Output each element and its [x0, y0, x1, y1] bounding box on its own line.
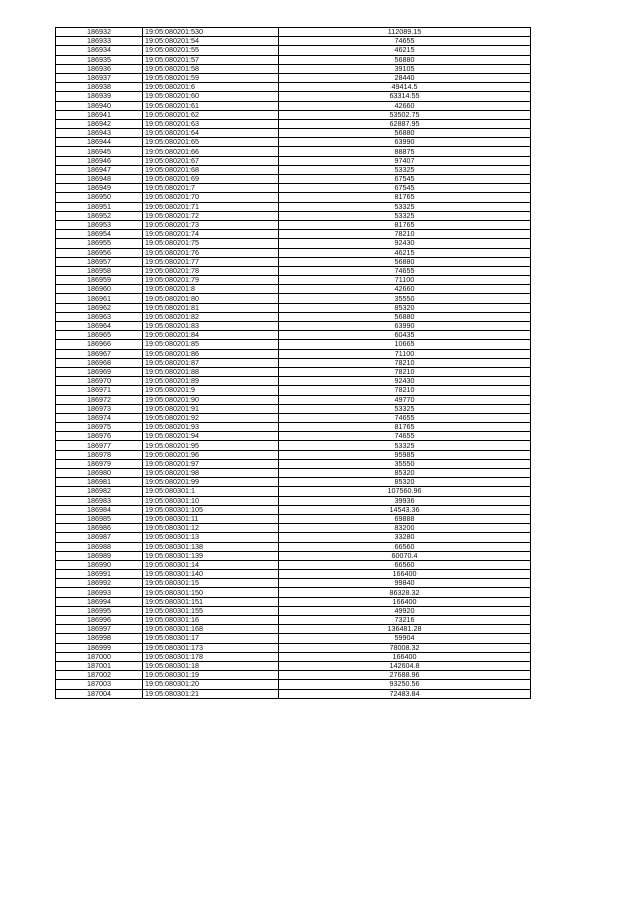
value-cell: 74655	[279, 266, 531, 275]
cadastral-number-cell: 19:05:080201:81	[143, 303, 279, 312]
row-id-cell: 186935	[56, 55, 143, 64]
row-id-cell: 186968	[56, 358, 143, 367]
row-id-cell: 186976	[56, 432, 143, 441]
value-cell: 63990	[279, 138, 531, 147]
row-id-cell: 186983	[56, 496, 143, 505]
cadastral-number-cell: 19:05:080301:138	[143, 542, 279, 551]
table-row	[56, 266, 531, 275]
cadastral-number-cell: 19:05:080201:70	[143, 193, 279, 202]
table-row	[56, 312, 531, 321]
cadastral-number-cell: 19:05:080201:96	[143, 450, 279, 459]
cadastral-number-cell: 19:05:080301:10	[143, 496, 279, 505]
value-cell: 66560	[279, 560, 531, 569]
cadastral-number-cell: 19:05:080301:178	[143, 652, 279, 661]
row-id-cell: 186936	[56, 64, 143, 73]
value-cell: 95985	[279, 450, 531, 459]
value-cell: 71100	[279, 276, 531, 285]
value-cell: 42660	[279, 285, 531, 294]
table-row	[56, 340, 531, 349]
table-row	[56, 119, 531, 128]
cadastral-number-cell: 19:05:080201:72	[143, 211, 279, 220]
row-id-cell: 186959	[56, 276, 143, 285]
value-cell: 56880	[279, 129, 531, 138]
row-id-cell: 186945	[56, 147, 143, 156]
table-row	[56, 303, 531, 312]
row-id-cell: 186946	[56, 156, 143, 165]
table-body	[56, 28, 531, 699]
cadastral-number-cell: 19:05:080301:150	[143, 588, 279, 597]
table-row	[56, 469, 531, 478]
table-row	[56, 404, 531, 413]
cadastral-number-cell: 19:05:080301:20	[143, 680, 279, 689]
cadastral-number-cell: 19:05:080201:530	[143, 28, 279, 37]
table-row	[56, 257, 531, 266]
value-cell: 56880	[279, 312, 531, 321]
row-id-cell: 187000	[56, 652, 143, 661]
value-cell: 78008.32	[279, 643, 531, 652]
cadastral-number-cell: 19:05:080201:78	[143, 266, 279, 275]
row-id-cell: 186989	[56, 551, 143, 560]
value-cell: 62887.95	[279, 119, 531, 128]
value-cell: 66560	[279, 542, 531, 551]
table-row	[56, 193, 531, 202]
cadastral-number-cell: 19:05:080201:8	[143, 285, 279, 294]
cadastral-number-cell: 19:05:080201:80	[143, 294, 279, 303]
table-row	[56, 322, 531, 331]
row-id-cell: 186975	[56, 423, 143, 432]
table-row	[56, 625, 531, 634]
table-row	[56, 377, 531, 386]
row-id-cell: 186990	[56, 560, 143, 569]
cadastral-number-cell: 19:05:080201:76	[143, 248, 279, 257]
value-cell: 93250.56	[279, 680, 531, 689]
row-id-cell: 186939	[56, 92, 143, 101]
cadastral-number-cell: 19:05:080201:93	[143, 423, 279, 432]
row-id-cell: 186981	[56, 478, 143, 487]
table-row	[56, 129, 531, 138]
table-row	[56, 331, 531, 340]
table-row	[56, 542, 531, 551]
row-id-cell: 186940	[56, 101, 143, 110]
cadastral-number-cell: 19:05:080301:21	[143, 689, 279, 698]
value-cell: 53502.75	[279, 110, 531, 119]
value-cell: 69888	[279, 514, 531, 523]
table-row	[56, 83, 531, 92]
table-row	[56, 230, 531, 239]
value-cell: 112089.15	[279, 28, 531, 37]
table-row	[56, 432, 531, 441]
row-id-cell: 186964	[56, 322, 143, 331]
row-id-cell: 187004	[56, 689, 143, 698]
cadastral-number-cell: 19:05:080201:98	[143, 469, 279, 478]
table-row	[56, 496, 531, 505]
table-row	[56, 156, 531, 165]
value-cell: 85320	[279, 478, 531, 487]
table-row	[56, 37, 531, 46]
value-cell: 53325	[279, 211, 531, 220]
value-cell: 166400	[279, 652, 531, 661]
value-cell: 63314.55	[279, 92, 531, 101]
value-cell: 97407	[279, 156, 531, 165]
cadastral-number-cell: 19:05:080201:66	[143, 147, 279, 156]
table-row	[56, 413, 531, 422]
table-row	[56, 349, 531, 358]
table-row	[56, 138, 531, 147]
row-id-cell: 186971	[56, 386, 143, 395]
row-id-cell: 186967	[56, 349, 143, 358]
row-id-cell: 186979	[56, 459, 143, 468]
row-id-cell: 186948	[56, 175, 143, 184]
cadastral-number-cell: 19:05:080201:67	[143, 156, 279, 165]
cadastral-number-cell: 19:05:080201:97	[143, 459, 279, 468]
cadastral-number-cell: 19:05:080201:82	[143, 312, 279, 321]
row-id-cell: 186992	[56, 579, 143, 588]
cadastral-number-cell: 19:05:080201:62	[143, 110, 279, 119]
cadastral-number-cell: 19:05:080201:85	[143, 340, 279, 349]
value-cell: 63990	[279, 322, 531, 331]
table-row	[56, 524, 531, 533]
cadastral-number-cell: 19:05:080301:12	[143, 524, 279, 533]
cadastral-number-cell: 19:05:080301:18	[143, 661, 279, 670]
cadastral-number-cell: 19:05:080201:69	[143, 175, 279, 184]
table-row	[56, 671, 531, 680]
table-row	[56, 441, 531, 450]
value-cell: 78210	[279, 358, 531, 367]
cadastral-number-cell: 19:05:080301:168	[143, 625, 279, 634]
value-cell: 56880	[279, 257, 531, 266]
row-id-cell: 186952	[56, 211, 143, 220]
value-cell: 85320	[279, 469, 531, 478]
value-cell: 14543.36	[279, 505, 531, 514]
value-cell: 33280	[279, 533, 531, 542]
value-cell: 81765	[279, 193, 531, 202]
cadastral-number-cell: 19:05:080301:173	[143, 643, 279, 652]
cadastral-number-cell: 19:05:080201:74	[143, 230, 279, 239]
row-id-cell: 186995	[56, 606, 143, 615]
row-id-cell: 186966	[56, 340, 143, 349]
row-id-cell: 186951	[56, 202, 143, 211]
table-row	[56, 570, 531, 579]
value-cell: 42660	[279, 101, 531, 110]
row-id-cell: 186993	[56, 588, 143, 597]
cadastral-number-cell: 19:05:080201:75	[143, 239, 279, 248]
table-row	[56, 680, 531, 689]
row-id-cell: 186933	[56, 37, 143, 46]
table-row	[56, 55, 531, 64]
value-cell: 53325	[279, 441, 531, 450]
value-cell: 28440	[279, 73, 531, 82]
table-row	[56, 505, 531, 514]
table-row	[56, 64, 531, 73]
row-id-cell: 186997	[56, 625, 143, 634]
value-cell: 107560.96	[279, 487, 531, 496]
table-row	[56, 101, 531, 110]
table-row	[56, 184, 531, 193]
value-cell: 85320	[279, 303, 531, 312]
cadastral-number-cell: 19:05:080301:19	[143, 671, 279, 680]
value-cell: 81765	[279, 220, 531, 229]
table-row	[56, 634, 531, 643]
row-id-cell: 186998	[56, 634, 143, 643]
row-id-cell: 186977	[56, 441, 143, 450]
table-row	[56, 643, 531, 652]
cadastral-number-cell: 19:05:080201:65	[143, 138, 279, 147]
table-row	[56, 358, 531, 367]
cadastral-number-cell: 19:05:080201:57	[143, 55, 279, 64]
cadastral-number-cell: 19:05:080201:89	[143, 377, 279, 386]
row-id-cell: 187003	[56, 680, 143, 689]
value-cell: 60435	[279, 331, 531, 340]
row-id-cell: 186985	[56, 514, 143, 523]
value-cell: 35550	[279, 459, 531, 468]
table-row	[56, 239, 531, 248]
cadastral-number-cell: 19:05:080301:14	[143, 560, 279, 569]
row-id-cell: 186962	[56, 303, 143, 312]
row-id-cell: 186934	[56, 46, 143, 55]
cadastral-number-cell: 19:05:080201:60	[143, 92, 279, 101]
value-cell: 49770	[279, 395, 531, 404]
table-row	[56, 386, 531, 395]
table-row	[56, 533, 531, 542]
value-cell: 74655	[279, 432, 531, 441]
row-id-cell: 186974	[56, 413, 143, 422]
row-id-cell: 186978	[56, 450, 143, 459]
row-id-cell: 186957	[56, 257, 143, 266]
row-id-cell: 186984	[56, 505, 143, 514]
row-id-cell: 186963	[56, 312, 143, 321]
value-cell: 46215	[279, 248, 531, 257]
row-id-cell: 186958	[56, 266, 143, 275]
table-row	[56, 478, 531, 487]
table-row	[56, 285, 531, 294]
row-id-cell: 186996	[56, 616, 143, 625]
cadastral-number-cell: 19:05:080301:11	[143, 514, 279, 523]
data-table	[55, 27, 531, 699]
cadastral-number-cell: 19:05:080201:71	[143, 202, 279, 211]
value-cell: 59904	[279, 634, 531, 643]
value-cell: 81765	[279, 423, 531, 432]
row-id-cell: 186938	[56, 83, 143, 92]
value-cell: 35550	[279, 294, 531, 303]
cadastral-number-cell: 19:05:080301:139	[143, 551, 279, 560]
table-row	[56, 459, 531, 468]
cadastral-number-cell: 19:05:080201:9	[143, 386, 279, 395]
value-cell: 78210	[279, 386, 531, 395]
value-cell: 78210	[279, 367, 531, 376]
value-cell: 49920	[279, 606, 531, 615]
row-id-cell: 186994	[56, 597, 143, 606]
row-id-cell: 186941	[56, 110, 143, 119]
cadastral-number-cell: 19:05:080201:92	[143, 413, 279, 422]
value-cell: 142604.8	[279, 661, 531, 670]
row-id-cell: 186949	[56, 184, 143, 193]
cadastral-number-cell: 19:05:080301:105	[143, 505, 279, 514]
row-id-cell: 187002	[56, 671, 143, 680]
row-id-cell: 186980	[56, 469, 143, 478]
value-cell: 39105	[279, 64, 531, 73]
table-row	[56, 110, 531, 119]
cadastral-number-cell: 19:05:080201:88	[143, 367, 279, 376]
value-cell: 39936	[279, 496, 531, 505]
cadastral-number-cell: 19:05:080201:61	[143, 101, 279, 110]
value-cell: 71100	[279, 349, 531, 358]
value-cell: 99840	[279, 579, 531, 588]
table-row	[56, 487, 531, 496]
table-row	[56, 551, 531, 560]
value-cell: 60070.4	[279, 551, 531, 560]
value-cell: 83200	[279, 524, 531, 533]
cadastral-number-cell: 19:05:080201:95	[143, 441, 279, 450]
value-cell: 72483.84	[279, 689, 531, 698]
cadastral-number-cell: 19:05:080301:16	[143, 616, 279, 625]
cadastral-number-cell: 19:05:080201:7	[143, 184, 279, 193]
table-row	[56, 147, 531, 156]
table-row	[56, 220, 531, 229]
cadastral-number-cell: 19:05:080201:87	[143, 358, 279, 367]
cadastral-number-cell: 19:05:080201:90	[143, 395, 279, 404]
value-cell: 92430	[279, 239, 531, 248]
table-row	[56, 616, 531, 625]
table-row	[56, 294, 531, 303]
table-row	[56, 597, 531, 606]
cadastral-number-cell: 19:05:080201:58	[143, 64, 279, 73]
row-id-cell: 186988	[56, 542, 143, 551]
row-id-cell: 186987	[56, 533, 143, 542]
table-row	[56, 248, 531, 257]
table-row	[56, 606, 531, 615]
row-id-cell: 186937	[56, 73, 143, 82]
row-id-cell: 186982	[56, 487, 143, 496]
table-row	[56, 652, 531, 661]
cadastral-number-cell: 19:05:080301:151	[143, 597, 279, 606]
row-id-cell: 186953	[56, 220, 143, 229]
cadastral-number-cell: 19:05:080201:86	[143, 349, 279, 358]
row-id-cell: 186955	[56, 239, 143, 248]
row-id-cell: 186970	[56, 377, 143, 386]
table-row	[56, 46, 531, 55]
value-cell: 92430	[279, 377, 531, 386]
cadastral-number-cell: 19:05:080301:140	[143, 570, 279, 579]
cadastral-number-cell: 19:05:080201:59	[143, 73, 279, 82]
table-row	[56, 28, 531, 37]
cadastral-number-cell: 19:05:080201:79	[143, 276, 279, 285]
cadastral-number-cell: 19:05:080301:1	[143, 487, 279, 496]
cadastral-number-cell: 19:05:080201:55	[143, 46, 279, 55]
value-cell: 53325	[279, 165, 531, 174]
value-cell: 78210	[279, 230, 531, 239]
table-row	[56, 202, 531, 211]
table-row	[56, 689, 531, 698]
row-id-cell: 186942	[56, 119, 143, 128]
row-id-cell: 186954	[56, 230, 143, 239]
table-row	[56, 211, 531, 220]
table-row	[56, 395, 531, 404]
table-row	[56, 661, 531, 670]
cadastral-number-cell: 19:05:080201:83	[143, 322, 279, 331]
cadastral-number-cell: 19:05:080201:77	[143, 257, 279, 266]
table-row	[56, 514, 531, 523]
cadastral-number-cell: 19:05:080301:17	[143, 634, 279, 643]
row-id-cell: 186943	[56, 129, 143, 138]
table-row	[56, 588, 531, 597]
table-row	[56, 165, 531, 174]
cadastral-number-cell: 19:05:080201:94	[143, 432, 279, 441]
value-cell: 166400	[279, 597, 531, 606]
value-cell: 74655	[279, 413, 531, 422]
value-cell: 88875	[279, 147, 531, 156]
row-id-cell: 186947	[56, 165, 143, 174]
table-row	[56, 423, 531, 432]
table-row	[56, 92, 531, 101]
cadastral-number-cell: 19:05:080201:91	[143, 404, 279, 413]
value-cell: 49414.5	[279, 83, 531, 92]
table-row	[56, 73, 531, 82]
value-cell: 86328.32	[279, 588, 531, 597]
row-id-cell: 186973	[56, 404, 143, 413]
table-row	[56, 276, 531, 285]
value-cell: 136481.28	[279, 625, 531, 634]
value-cell: 53325	[279, 202, 531, 211]
row-id-cell: 186960	[56, 285, 143, 294]
value-cell: 10665	[279, 340, 531, 349]
row-id-cell: 186999	[56, 643, 143, 652]
value-cell: 46215	[279, 46, 531, 55]
table-row	[56, 579, 531, 588]
table-row	[56, 560, 531, 569]
cadastral-number-cell: 19:05:080301:13	[143, 533, 279, 542]
cadastral-number-cell: 19:05:080201:84	[143, 331, 279, 340]
table-row	[56, 175, 531, 184]
table-row	[56, 367, 531, 376]
cadastral-number-cell: 19:05:080301:15	[143, 579, 279, 588]
row-id-cell: 186961	[56, 294, 143, 303]
row-id-cell: 186972	[56, 395, 143, 404]
cadastral-number-cell: 19:05:080301:155	[143, 606, 279, 615]
value-cell: 56880	[279, 55, 531, 64]
value-cell: 67545	[279, 184, 531, 193]
cadastral-number-cell: 19:05:080201:6	[143, 83, 279, 92]
value-cell: 27688.96	[279, 671, 531, 680]
cadastral-number-cell: 19:05:080201:68	[143, 165, 279, 174]
document-page	[55, 27, 531, 699]
cadastral-number-cell: 19:05:080201:73	[143, 220, 279, 229]
row-id-cell: 186965	[56, 331, 143, 340]
row-id-cell: 187001	[56, 661, 143, 670]
cadastral-number-cell: 19:05:080201:63	[143, 119, 279, 128]
row-id-cell: 186956	[56, 248, 143, 257]
row-id-cell: 186944	[56, 138, 143, 147]
value-cell: 166400	[279, 570, 531, 579]
value-cell: 73216	[279, 616, 531, 625]
row-id-cell: 186991	[56, 570, 143, 579]
cadastral-number-cell: 19:05:080201:54	[143, 37, 279, 46]
cadastral-number-cell: 19:05:080201:64	[143, 129, 279, 138]
row-id-cell: 186969	[56, 367, 143, 376]
value-cell: 74655	[279, 37, 531, 46]
value-cell: 67545	[279, 175, 531, 184]
value-cell: 53325	[279, 404, 531, 413]
cadastral-number-cell: 19:05:080201:99	[143, 478, 279, 487]
table-row	[56, 450, 531, 459]
row-id-cell: 186932	[56, 28, 143, 37]
row-id-cell: 186986	[56, 524, 143, 533]
row-id-cell: 186950	[56, 193, 143, 202]
